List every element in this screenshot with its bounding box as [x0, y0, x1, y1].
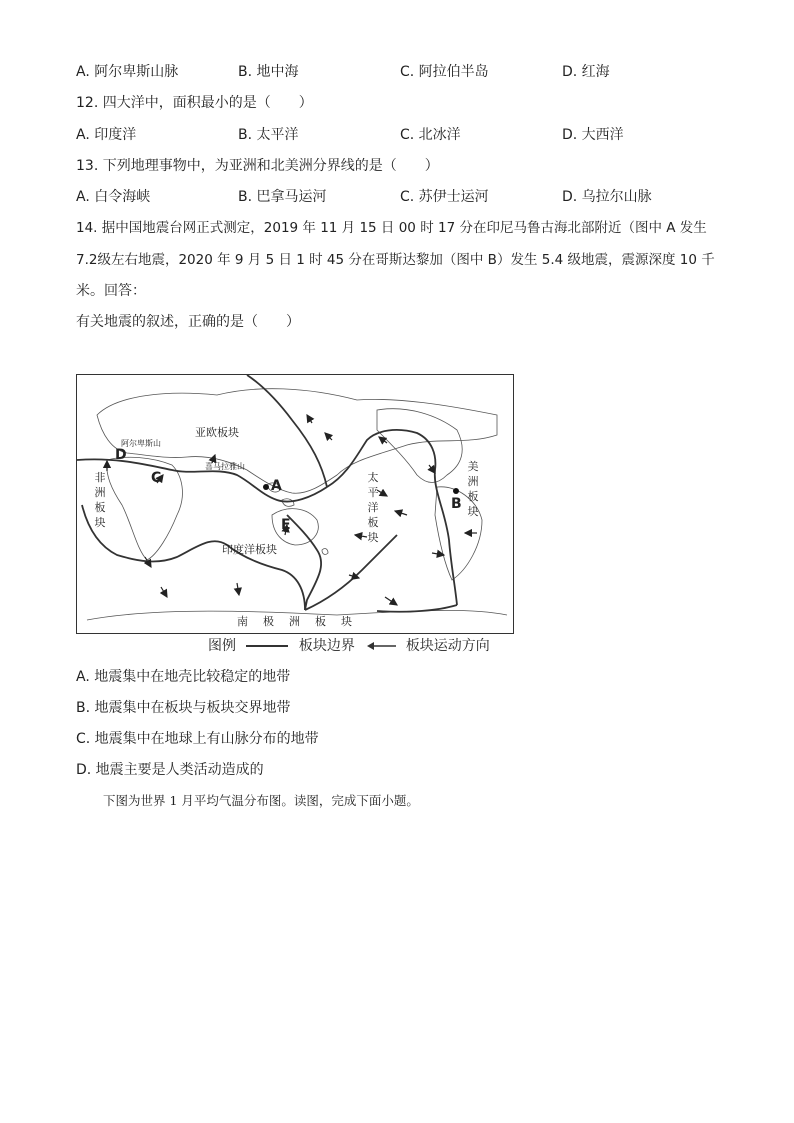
legend-boundary-line: [246, 645, 288, 647]
q14-stem-line1: 14. 据中国地震台网正式测定，2019 年 11 月 15 日 00 时 17 分在印尼马鲁古海北部附近（图中 A 发生: [76, 220, 707, 236]
q13-stem: 13. 下列地理事物中，为亚洲和北美洲分界线的是（ ）: [76, 158, 439, 174]
q14-option-c: C. 地震集中在地球上有山脉分布的地带: [76, 731, 319, 747]
q13-option-d: D. 乌拉尔山脉: [562, 189, 652, 205]
q14-option-b: B. 地震集中在板块与板块交界地带: [76, 700, 291, 716]
label-alps: 阿尔卑斯山: [121, 439, 161, 448]
label-american-plate: 美洲板块: [467, 460, 479, 518]
label-african-plate: 非洲板块: [94, 471, 106, 529]
legend-prefix: 图例: [208, 638, 236, 654]
legend-arrow-icon: [367, 641, 397, 651]
q13-option-c: C. 苏伊士运河: [400, 189, 489, 205]
q12-stem: 12. 四大洋中，面积最小的是（ ）: [76, 95, 313, 111]
q11-option-b: B. 地中海: [238, 64, 299, 80]
q13-option-b: B. 巴拿马运河: [238, 189, 327, 205]
q12-option-d: D. 大西洋: [562, 127, 624, 143]
label-himalaya: 喜马拉雅山: [205, 462, 245, 471]
next-section-intro: 下图为世界 1 月平均气温分布图。读图，完成下面小题。: [103, 793, 419, 808]
q14-question: 有关地震的叙述，正确的是（ ）: [76, 314, 300, 330]
legend-direction-label: 板块运动方向: [405, 638, 490, 654]
q11-option-d: D. 红海: [562, 64, 610, 80]
map-letter-b: B: [451, 496, 462, 512]
label-pacific-plate: 太平洋板块: [367, 471, 379, 544]
plate-map: [76, 374, 514, 634]
q14-stem-line2: 7.2级左右地震，2020 年 9 月 5 日 1 时 45 分在哥斯达黎加（图中 B）发生 5.4 级地震，震源深度 10 千: [76, 252, 715, 268]
map-letter-a: A: [271, 478, 282, 494]
q13-option-a: A. 白令海峡: [76, 189, 151, 205]
q14-option-a: A. 地震集中在地壳比较稳定的地带: [76, 669, 291, 685]
q12-option-a: A. 印度洋: [76, 127, 137, 143]
q14-option-d: D. 地震主要是人类活动造成的: [76, 762, 264, 778]
label-antarctic-plate: 南 极 洲 板 块: [237, 615, 354, 628]
point-a-dot: [263, 484, 269, 490]
plate-boundaries: [77, 375, 457, 612]
q12-option-b: B. 太平洋: [238, 127, 299, 143]
continent-outlines: [87, 389, 507, 620]
legend-boundary-label: 板块边界: [298, 638, 355, 654]
q14-stem-line3: 米。回答：: [76, 283, 146, 299]
map-letter-c: C: [151, 470, 162, 486]
map-legend: [208, 637, 490, 655]
map-letter-e: E: [281, 517, 291, 533]
q11-option-a: A. 阿尔卑斯山脉: [76, 64, 179, 80]
map-letter-d: D: [115, 447, 127, 463]
label-indian-plate: 印度洋板块: [222, 543, 277, 556]
q11-option-c: C. 阿拉伯半岛: [400, 64, 489, 80]
point-b-dot: [453, 488, 459, 494]
label-eurasian-plate: 亚欧板块: [195, 426, 239, 439]
plate-map-drawing: [77, 375, 514, 634]
q12-option-c: C. 北冰洋: [400, 127, 461, 143]
